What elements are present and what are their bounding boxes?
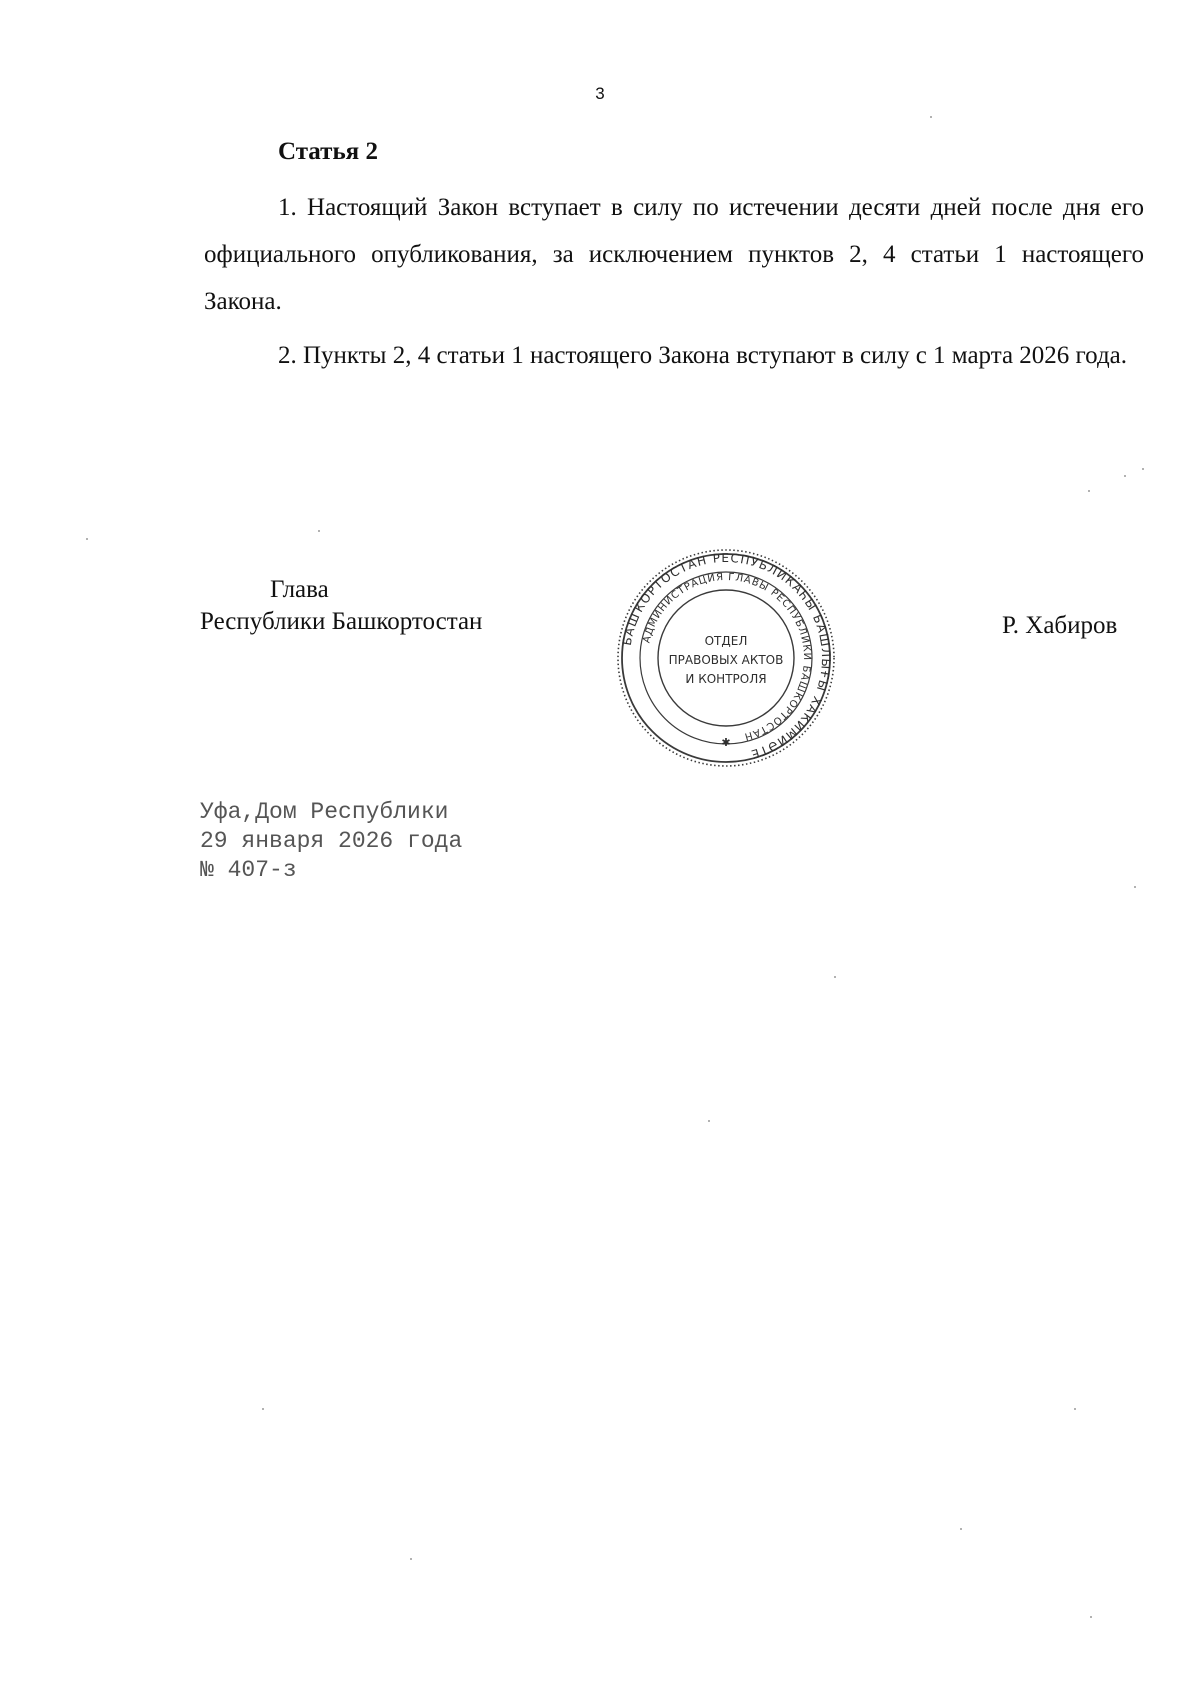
registration-number: № 407-з bbox=[200, 857, 297, 883]
scan-speck bbox=[410, 1558, 412, 1560]
scan-speck bbox=[930, 116, 932, 118]
scan-speck bbox=[960, 1528, 962, 1530]
official-seal bbox=[616, 548, 836, 768]
signer-title-line-1: Глава bbox=[270, 576, 329, 603]
registration-date: 29 января 2026 года bbox=[200, 828, 463, 854]
scan-speck bbox=[1088, 490, 1090, 492]
scan-speck bbox=[1074, 1408, 1076, 1410]
article-paragraph-1: 1. Настоящий Закон вступает в силу по истечении десяти дней после дня его официального опубликования, за исключением пунктов 2, 4 статьи 1 настоящего Закона. bbox=[204, 194, 1144, 315]
signer-title-line-2: Республики Башкортостан bbox=[200, 608, 483, 635]
scan-speck bbox=[86, 538, 88, 540]
article-heading: Статья 2 bbox=[278, 138, 378, 165]
registration-stamp bbox=[200, 798, 462, 885]
scan-speck bbox=[708, 1120, 710, 1122]
page-number: 3 bbox=[595, 84, 605, 103]
signer-name: Р. Хабиров bbox=[1002, 612, 1118, 639]
scan-speck bbox=[318, 530, 320, 532]
registration-place: Уфа,Дом Республики bbox=[200, 799, 449, 825]
scan-speck bbox=[834, 976, 836, 978]
article-paragraph-2: 2. Пункты 2, 4 статьи 1 настоящего Закона вступают в силу с 1 марта 2026 года. bbox=[278, 342, 1128, 369]
seal-inner-text: АДМИНИСТРАЦИЯ ГЛАВЫ РЕСПУБЛИКИ БАШКОРТОСТАН bbox=[641, 571, 813, 742]
signer-title bbox=[200, 574, 482, 638]
scan-speck bbox=[1090, 1616, 1092, 1618]
scan-speck bbox=[1142, 468, 1144, 470]
seal-center-line-1: ОТДЕЛ bbox=[704, 634, 748, 648]
scan-speck bbox=[262, 1408, 264, 1410]
scan-speck bbox=[1134, 886, 1136, 888]
scan-speck bbox=[1124, 475, 1126, 477]
seal-star-icon: ✱ bbox=[721, 736, 731, 749]
seal-center-line-3: И КОНТРОЛЯ bbox=[685, 672, 767, 686]
seal-outer-text: БАШҠОРТОСТАН РЕСПУБЛИКАҺЫ БАШЛЫҒЫ ХАКИМИӘТЕ bbox=[619, 550, 834, 762]
seal-center-line-2: ПРАВОВЫХ АКТОВ bbox=[668, 653, 784, 667]
